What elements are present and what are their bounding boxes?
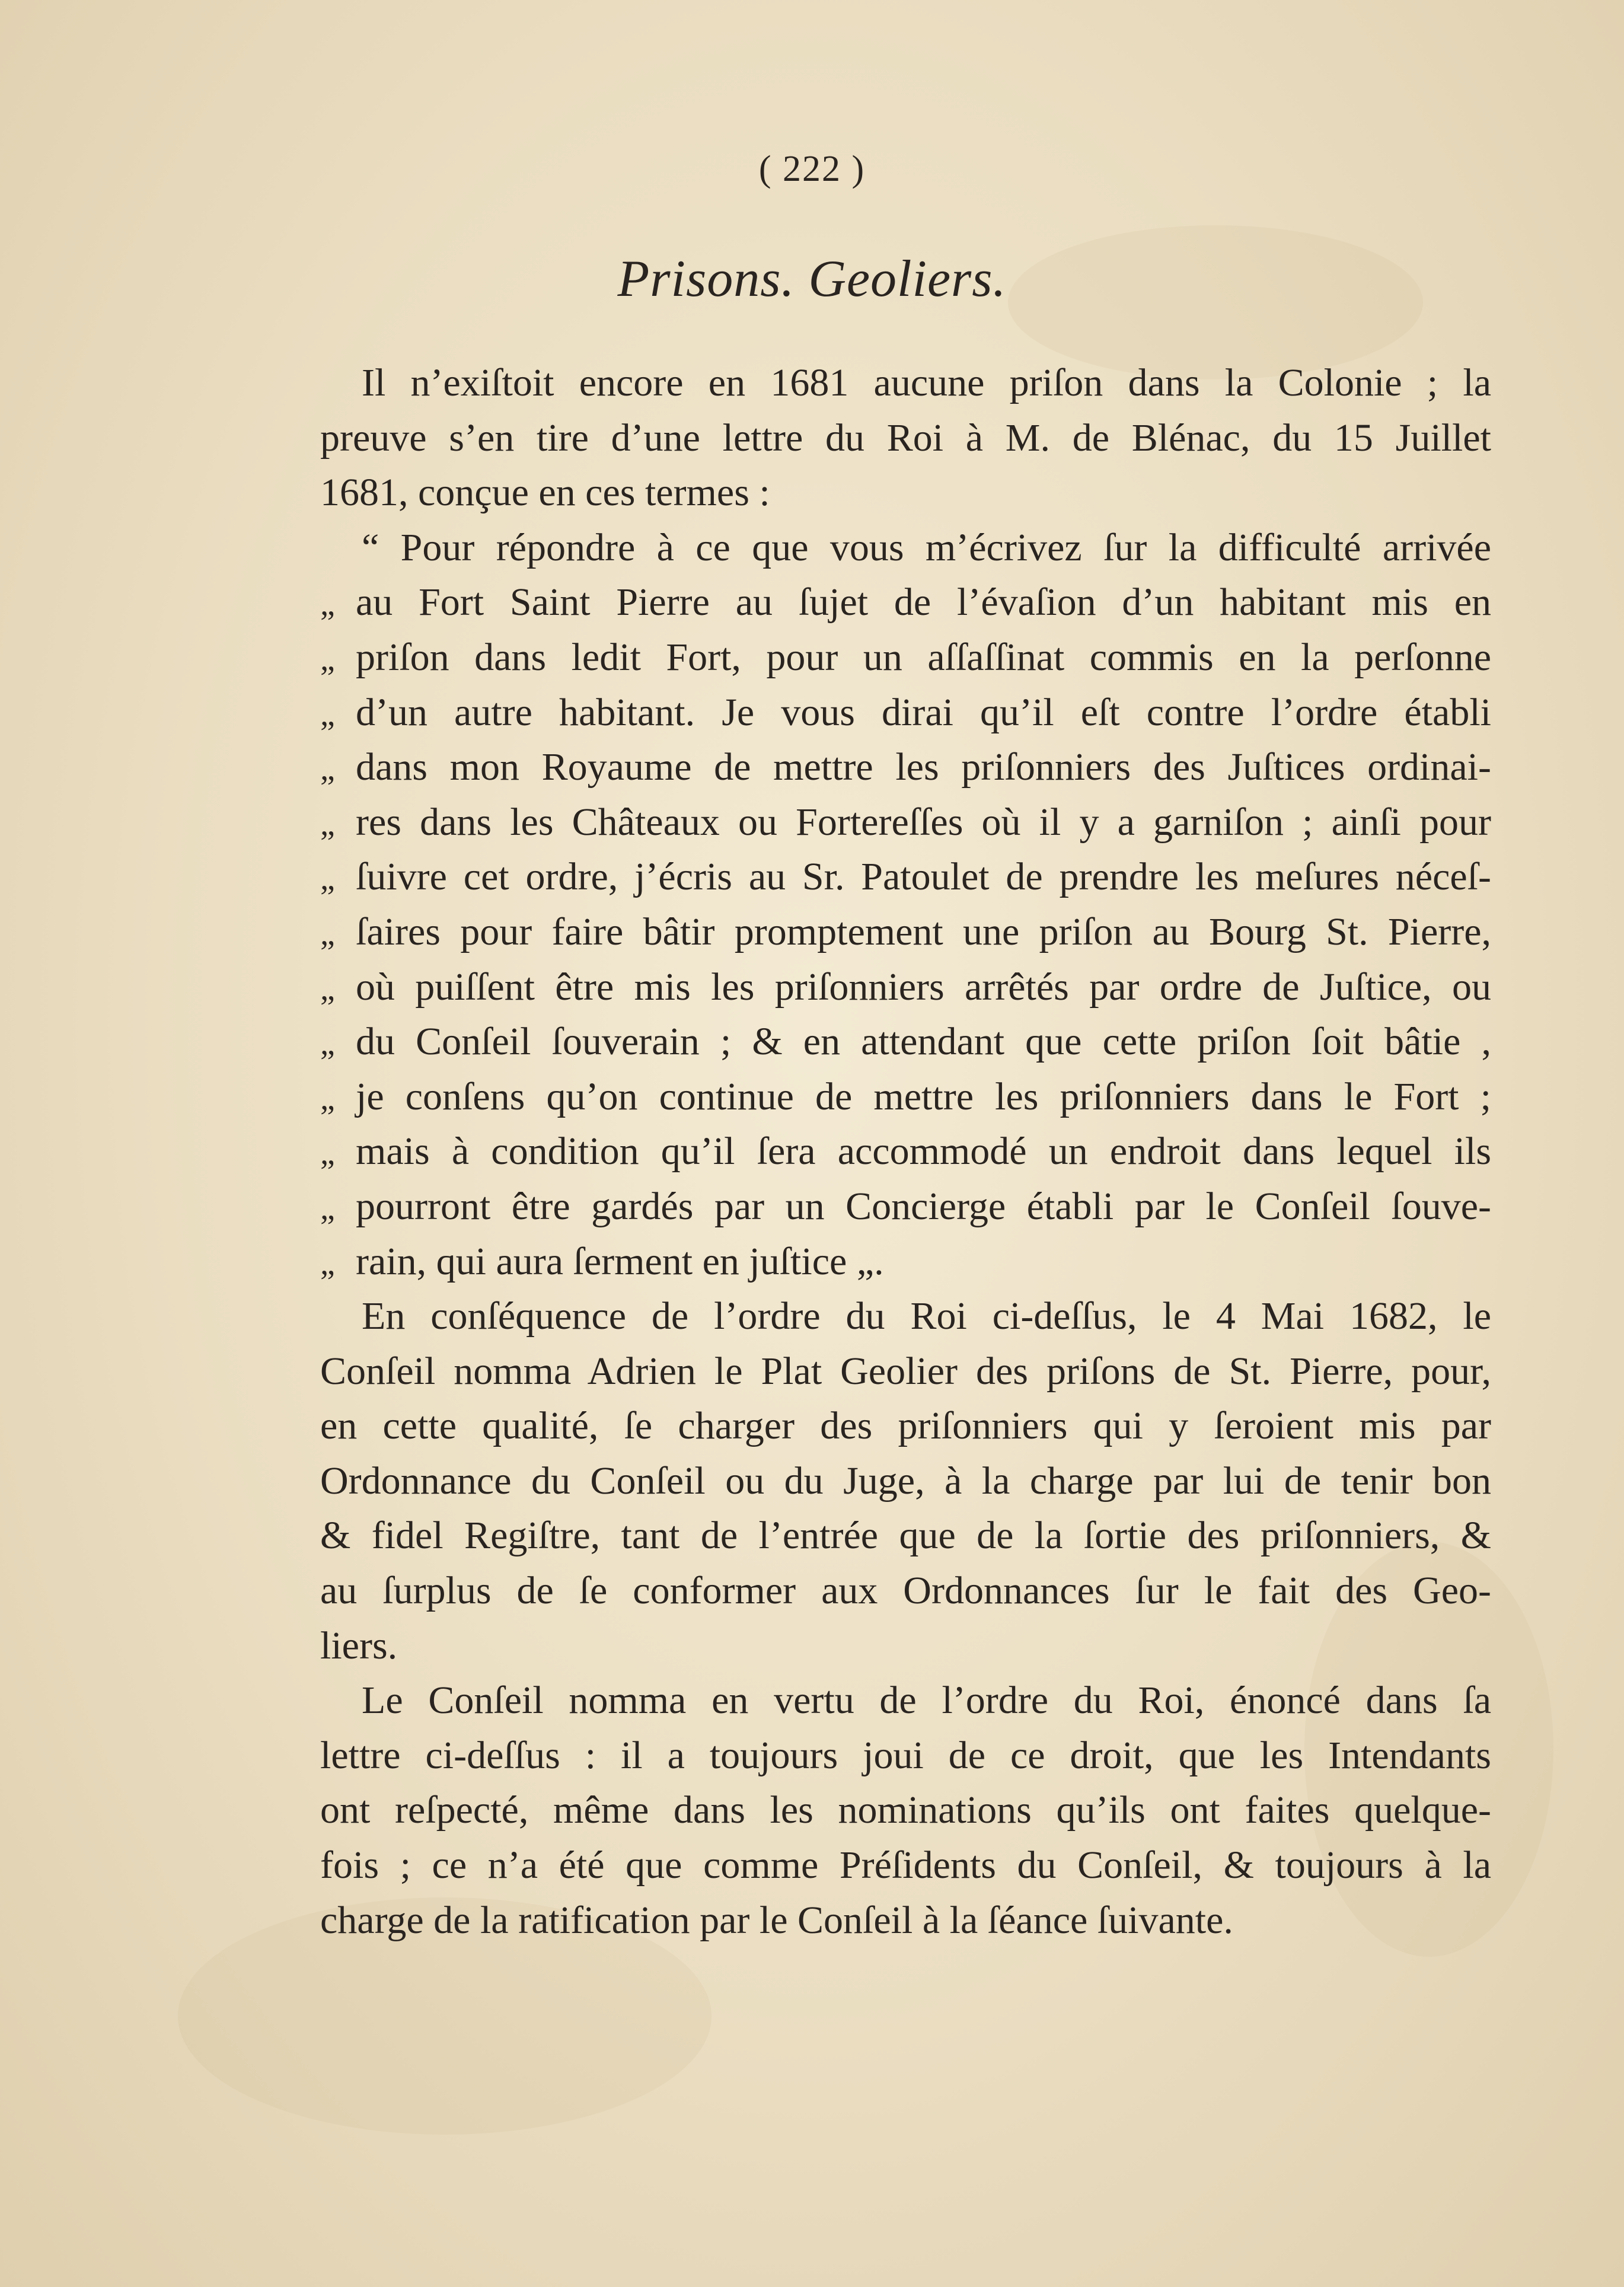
text-line [320, 1508, 1491, 1564]
line-text: mais à condition qu’il ſera accommodé un endroit dans lequel ils [356, 1130, 1491, 1173]
text-line [320, 1235, 1491, 1290]
text-line [320, 1728, 1491, 1784]
text-line [320, 1838, 1491, 1893]
quote-mark: „ [320, 1080, 335, 1117]
line-text: charge de la ratification par le Conſeil à la ſéance ſuivante. [320, 1898, 1233, 1942]
text-line [320, 1070, 1491, 1125]
quote-mark: „ [320, 970, 335, 1007]
text-line [320, 905, 1491, 960]
text-line [320, 356, 1491, 411]
text-line [320, 1289, 1491, 1344]
line-text: en cette qualité, ſe charger des priſonniers qui y ſeroient mis par [320, 1404, 1491, 1448]
quote-mark: „ [320, 1025, 335, 1063]
line-text: res dans les Châteaux ou Forterеſſes où il y a garniſon ; ainſi pour [356, 800, 1491, 844]
quote-mark: „ [320, 1189, 335, 1227]
line-text: ſuivre cet ordre, j’écris au Sr. Patoulet de prendre les meſures néceſ- [356, 855, 1491, 899]
line-text: au ſurplus de ſe conformer aux Ordonnances ſur le fait des Geo- [320, 1569, 1491, 1613]
line-text: lettre ci-deſſus : il a toujours joui de ce droit, que les Intendants [320, 1733, 1491, 1777]
text-line [320, 1399, 1491, 1454]
body-text [320, 356, 1491, 1948]
section-title: Prisons. Geoliers. [617, 250, 1007, 308]
quote-mark: „ [320, 696, 335, 733]
quote-mark: „ [320, 586, 335, 623]
text-line [320, 1564, 1491, 1619]
line-text: priſon dans ledit Fort, pour un aſſaſſinat commis en la perſonne [356, 635, 1491, 679]
line-text: ſaires pour faire bâtir promptement une priſon au Bourg St. Pierre, [356, 910, 1491, 953]
line-text: Le Conſeil nomma en vertu de l’ordre du Roi, énoncé dans ſa [362, 1679, 1491, 1723]
quote-mark: „ [320, 1245, 335, 1282]
text-line [320, 1893, 1491, 1948]
page-number: ( 222 ) [758, 149, 866, 189]
text-line [320, 521, 1491, 576]
line-text: dans mon Royaume de mettre les priſonniers des Juſtices ordinai- [356, 745, 1491, 789]
text-line [320, 1124, 1491, 1179]
line-text: 1681, conçue en ces termes : [320, 471, 770, 515]
quote-mark: „ [320, 860, 335, 898]
line-text: preuve s’en tire d’une lettre du Roi à M. de Blénac, du 15 Juillet [320, 416, 1491, 460]
quote-mark: „ [320, 915, 335, 952]
quote-mark: „ [320, 751, 335, 788]
quote-mark: „ [320, 1135, 335, 1172]
text-line [320, 1783, 1491, 1838]
quote-mark: „ [320, 640, 335, 678]
line-text: du Conſeil ſouverain ; & en attendant que cette priſon ſoit bâtie , [356, 1020, 1491, 1064]
text-line [320, 1673, 1491, 1728]
text-line [320, 1015, 1491, 1070]
line-text: “ Pour répondre à ce que vous m’écrivez ſur la difficulté arrivée [362, 525, 1491, 569]
line-text: Ordonnance du Conſeil ou du Juge, à la charge par lui de tenir bon [320, 1459, 1491, 1503]
text-line [320, 465, 1491, 521]
line-text: & fidel Regiſtre, tant de l’entrée que de la ſortie des priſonniers, & [320, 1514, 1491, 1558]
quote-mark: „ [320, 805, 335, 843]
line-text: En conſéquence de l’ordre du Roi ci-deſſus, le 4 Mai 1682, le [362, 1294, 1491, 1338]
text-line [320, 850, 1491, 905]
text-line [320, 1179, 1491, 1235]
line-text: au Fort Saint Pierre au ſujet de l’évaſion d’un habitant mis en [356, 580, 1491, 624]
line-text: fois ; ce n’a été que comme Préſidents du Conſeil, & toujours à la [320, 1843, 1491, 1887]
line-text: où puiſſent être mis les priſonniers arrêtés par ordre de Juſtice, ou [356, 965, 1491, 1009]
text-line [320, 1344, 1491, 1399]
line-text: pourront être gardés par un Concierge établi par le Conſeil ſouve- [356, 1184, 1491, 1228]
text-line [320, 960, 1491, 1015]
text-line [320, 740, 1491, 795]
text-line [320, 1454, 1491, 1509]
text-line [320, 575, 1491, 630]
text-line [320, 685, 1491, 741]
line-text: ont reſpecté, même dans les nominations qu’ils ont faites quelque- [320, 1788, 1491, 1832]
text-line [320, 795, 1491, 850]
line-text: rain, qui aura ſerment en juſtice „. [356, 1239, 884, 1283]
line-text: Il n’exiſtoit encore en 1681 aucune priſon dans la Colonie ; la [362, 361, 1491, 404]
line-text: liers. [320, 1623, 398, 1667]
line-text: Conſeil nomma Adrien le Plat Geolier des priſons de St. Pierre, pour, [320, 1349, 1491, 1393]
text-line [320, 411, 1491, 466]
line-text: d’un autre habitant. Je vous dirai qu’il eſt contre l’ordre établi [356, 690, 1491, 734]
text-line [320, 1619, 1491, 1674]
text-line [320, 630, 1491, 685]
line-text: je conſens qu’on continue de mettre les priſonniers dans le Fort ; [356, 1074, 1491, 1118]
